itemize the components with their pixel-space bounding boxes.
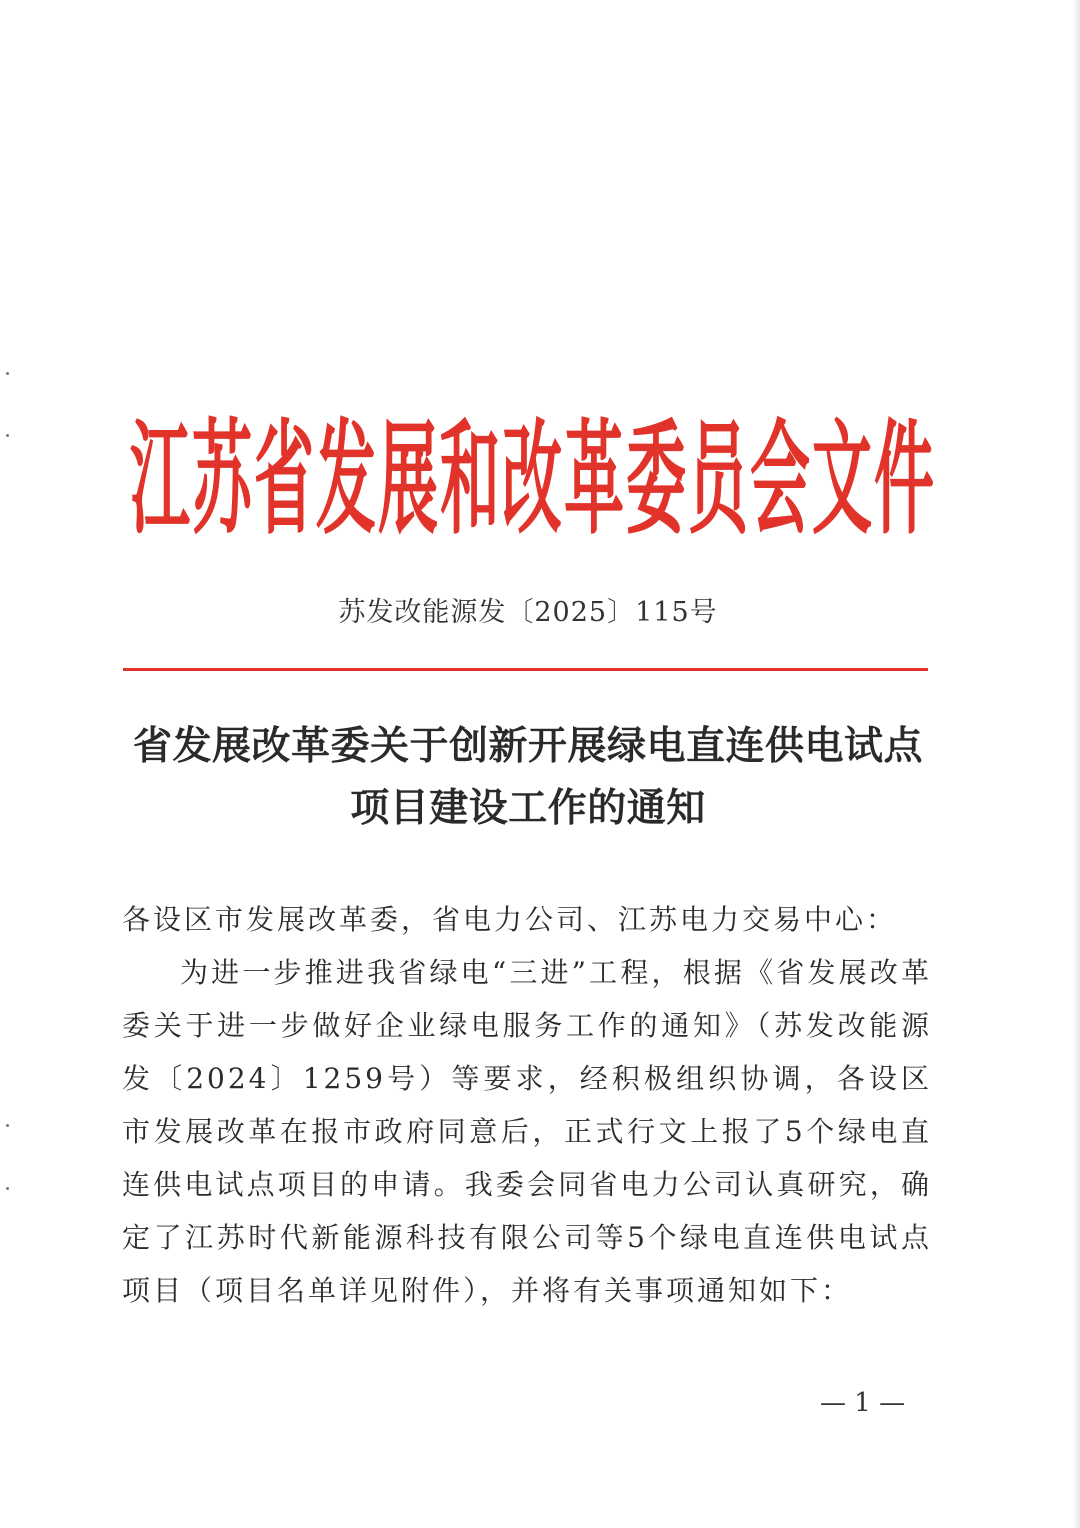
document-masthead: 江苏省发展和改革委员会文件: [130, 408, 936, 553]
page-edge: [1072, 0, 1080, 1528]
scan-speck: [6, 1187, 9, 1190]
notice-title-line-1: 省发展改革委关于创新开展绿电直连供电试点: [132, 723, 923, 769]
page-number: — 1 —: [820, 1388, 906, 1418]
document-number: 苏发改能源发〔2025〕115号: [338, 597, 718, 628]
salutation: 各设区市发展改革委，省电力公司、江苏电力交易中心：: [122, 903, 898, 936]
red-divider: [123, 668, 928, 671]
scan-speck: [6, 434, 9, 437]
scan-speck: [6, 372, 9, 375]
scan-speck: [6, 1124, 9, 1127]
notice-title-line-2: 项目建设工作的通知: [350, 785, 706, 831]
body-paragraph: 为进一步推进我省绿电“三进”工程，根据《省发展改革委关于进一步做好企业绿电服务工作的通知》（苏发改能源发〔2024〕1259号）等要求，经积极组织协调，各设区市发展改革在报市政府同意后，正式行文上报了5个绿电直连供电试点项目的申请。我委会同省电力公司认真研究，确定了江苏时代新能源科技有限公司等5个绿电直连供电试点项目（项目名单详见附件），并将有关事项通知如下：: [122, 956, 932, 1307]
